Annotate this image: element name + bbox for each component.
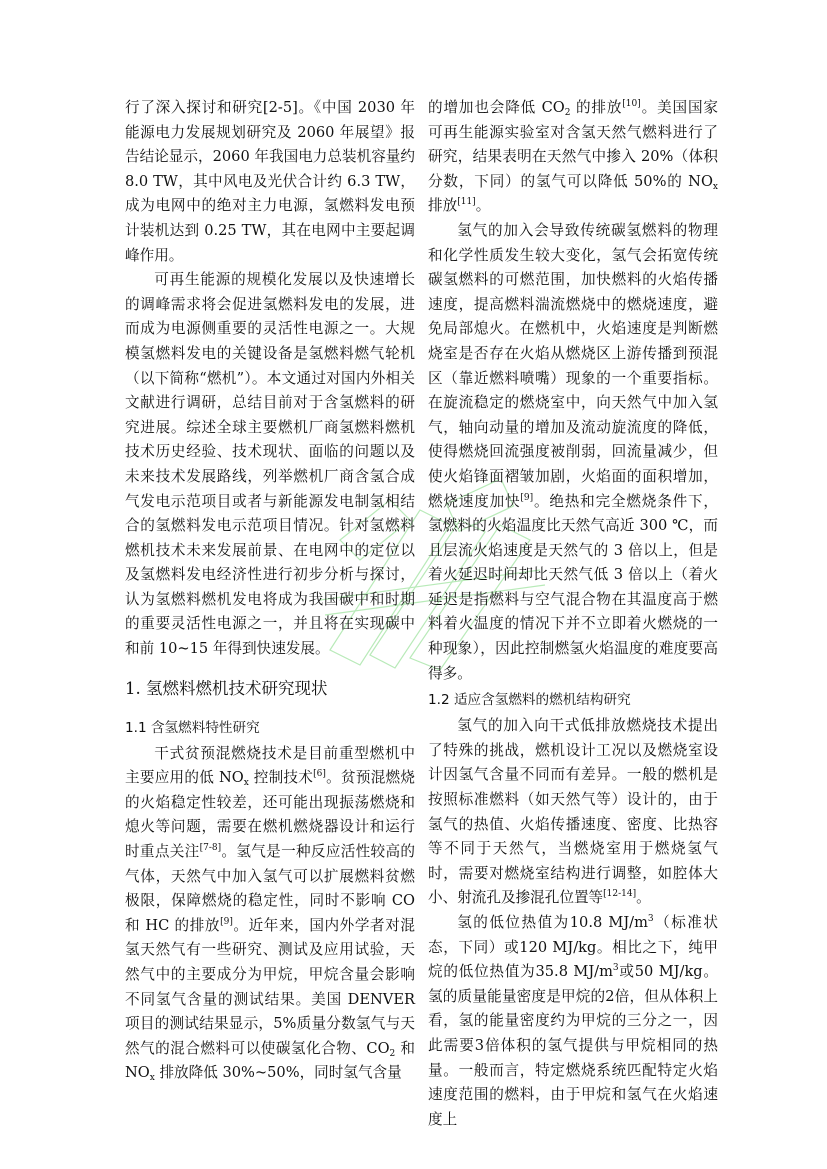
text-run: 排放降低 30%~50%，同时氢气含量: [154, 1064, 402, 1082]
text-run: 排放: [428, 197, 458, 215]
text-run: 氢气的加入向干式低排放燃烧技术提出了特殊的挑战，燃机设计工况以及燃烧室设计因氢气含量不同而有差异。一般的燃机是按照标准燃料（如天然气等）设计的，由于氢气的热值、火焰传播速度、密度、比热容等不同于天然气，当燃烧室用于燃烧氢气时，需要对燃烧室结构进行调整，如腔体大小、射流孔及掺混孔位置等: [428, 717, 718, 907]
text-run: 氢的低位热值为10.8 MJ/m: [457, 914, 648, 931]
left-column: [125, 96, 415, 1086]
paragraph-intro-summary: [125, 268, 415, 662]
text-run: 的增加也会降低 CO: [428, 99, 565, 116]
text-run: 。: [636, 889, 651, 907]
text-run: 。贫预混燃烧的火焰稳定性较差，还可能出现振荡燃烧和熄火等问题，需要在燃机燃烧器设计和运行时重点关注: [125, 769, 416, 861]
subscript: x: [243, 778, 249, 789]
paragraph-combustor-structure: [428, 714, 718, 911]
citation: [9]: [520, 492, 534, 503]
para-text: 行了深入探讨和研究[2-5]。《中国 2030 年能源电力发展规划研究及 2060 年展望》报告结论显示，2060 年我国电力总装机容量约 8.0 TW，其中风电及光伏合计约 6.3 TW，成为电网中的绝对主力电源，氢燃料发电预计装机达到 0.25 TW，其在电网中主要起调峰作用。: [125, 99, 415, 264]
subsection-heading-1-1: 1.1 含氢燃料特性研究: [125, 719, 260, 736]
citation: [12-14]: [603, 889, 637, 900]
section-heading-1: 1. 氢燃料燃机技术研究现状: [125, 678, 328, 698]
citation: [9]: [220, 916, 233, 927]
citation: [11]: [457, 197, 476, 208]
text-run: 。: [475, 197, 491, 215]
text-run: 的排放: [570, 99, 623, 116]
paragraph-hydrogen-properties: [125, 742, 415, 1086]
citation: [6]: [313, 769, 326, 780]
right-column: [428, 96, 718, 1132]
subscript: x: [712, 181, 718, 192]
subsection-heading-1-2: 1.2 适应含氢燃料的燃机结构研究: [428, 692, 631, 709]
superscript: 3: [612, 963, 619, 974]
citation: [10]: [622, 99, 641, 109]
paragraph-continued-right: [428, 96, 718, 219]
text-run: 。近年来，国内外学者对混氢天然气有一些研究、测试及应用试验，天然气中的主要成分为甲烷，甲烷含量会影响不同氢气含量的测试结果。美国 DENVER 项目的测试结果显示，5%质量分数氢气与天然气的混合燃料可以使碳氢化合物、CO: [125, 916, 415, 1057]
para-text: 可再生能源的规模化发展以及快速增长的调峰需求将会促进氢燃料发电的发展，进而成为电源侧重要的灵活性电源之一。大规模氢燃料发电的关键设备是氢燃料燃气轮机（以下简称“燃机”）。本文通过对国内外相关文献进行调研，总结目前对于含氢燃料的研究进展。综述全球主要燃机厂商氢燃料燃机技术历史经验、技术现状、面临的问题以及未来技术发展路线，列举燃机厂商含氢合成气发电示范项目或者与新能源发电制氢相结合的氢燃料发电示范项目情况。针对氢燃料燃机技术未来发展前景、在电网中的定位以及氢燃料发电经济性进行初步分析与探讨，认为氢燃料燃机发电将成为我国碳中和时期的重要灵活性电源之一，并且将在实现碳中和前 10~15 年得到快速发展。: [125, 271, 415, 658]
superscript: 3: [647, 914, 654, 924]
paragraph-flame-speed: [428, 219, 718, 686]
text-run: （标准状态，下同）或120 MJ/kg。相比之下，纯甲烷的低位热值为35.8 MJ/m: [428, 914, 718, 981]
text-run: 。氢气是一种反应活性较高的气体，天然气中加入氢气可以扩展燃料贫燃极限，保障燃烧的稳定性，同时不影响 CO 和 HC 的排放: [125, 843, 415, 934]
text-run: 或50 MJ/kg。氢的质量能量密度是甲烷的2倍，但从体积上看，氢的能量密度约为甲烷的三分之一，因此需要3倍体积的氢气提供与甲烷相同的热量。一般而言，特定燃烧系统匹配特定火焰速度范围的燃料，由于甲烷和氢气在火焰速度上: [428, 963, 718, 1128]
text-run: 。绝热和完全燃烧条件下，氢燃料的火焰温度比天然气高近 300 ℃，而且层流火焰速度是天然气的 3 倍以上，但是着火延迟时间却比天然气低 3 倍以上（着火延迟是指燃料与空气混合物在其温度高于燃料着火温度的情况下并不立即着火燃烧的一种现象），因此控制燃氢火焰温度的难度要高得多。: [428, 492, 718, 682]
text-run: 控制技术: [248, 769, 314, 787]
text-run: 氢气的加入会导致传统碳氢燃料的物理和化学性质发生较大变化，氢气会拓宽传统碳氢燃料的可燃范围，加快燃料的火焰传播速度，提高燃料湍流燃烧中的燃烧速度，避免局部熄火。在燃机中，火焰速度是判断燃烧室是否存在火焰从燃烧区上游传播到预混区（靠近燃料喷嘴）现象的一个重要指标。在旋流稳定的燃烧室中，向天然气中加入氢气，轴向动量的增加及流动旋流度的降低，使得燃烧回流强度被削弱，回流量减少，但使火焰锋面褶皱加剧，火焰面的面积增加，燃烧速度加快: [428, 221, 718, 510]
subscript: x: [149, 1073, 155, 1084]
text-run: 和 NO: [125, 1039, 415, 1082]
paragraph-heating-value: [428, 911, 718, 1132]
text-run: 。美国国家可再生能源实验室对含氢天然气燃料进行了研究，结果表明在天然气中掺入 20%（体积分数，下同）的氢气可以降低 50%的 NO: [428, 99, 718, 190]
text-run: 干式贫预混燃烧技术是目前重型燃机中主要应用的低 NO: [125, 744, 415, 787]
subscript: 2: [564, 108, 571, 118]
paragraph-continued: [125, 96, 415, 268]
citation: [7-8]: [199, 843, 222, 854]
subscript: 2: [389, 1048, 396, 1059]
